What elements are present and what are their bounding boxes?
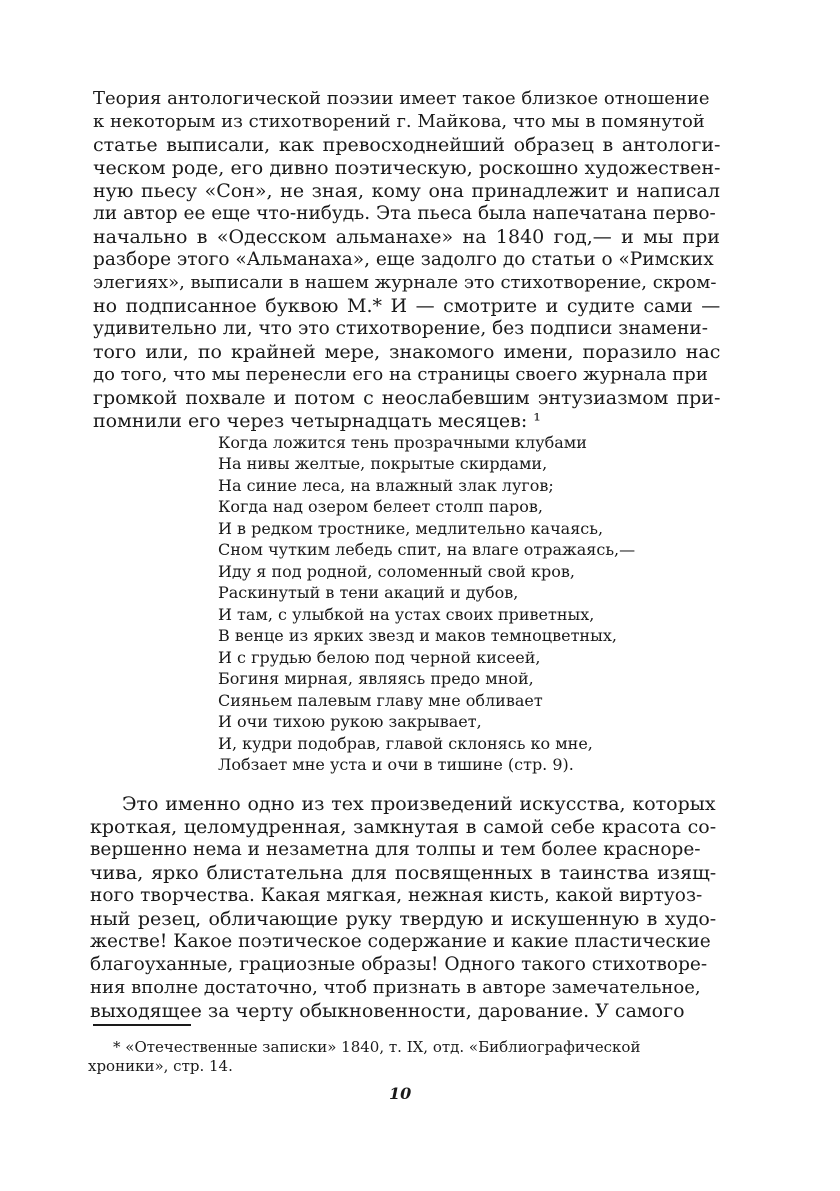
text-line: ческом роде, его дивно поэтическую, роскошно художествен- (93, 157, 721, 179)
verse-line: И, кудри подобрав, главой склонясь ко мне, (218, 734, 593, 753)
text-line: жестве! Какое поэтическое содержание и какие пластические (90, 931, 711, 952)
text-line: статье выписали, как превосходнейший образец в антологи- (93, 134, 721, 156)
footnote-divider (93, 1024, 191, 1026)
text-line: к некоторым из стихотворений г. Майкова, что мы в помянутой (93, 111, 705, 132)
verse-line: В венце из ярких звезд и маков темноцветных, (218, 626, 617, 645)
text-line: ли автор ее еще что-нибудь. Эта пьеса была напечатана перво- (93, 203, 716, 224)
footnote-line: хроники», стр. 14. (88, 1057, 233, 1075)
text-line: кроткая, целомудренная, замкнутая в самой себе красота со- (90, 816, 717, 838)
text-line: Это именно одно из тех произведений искусства, которых (122, 793, 716, 815)
verse-line: Богиня мирная, являясь предо мной, (218, 669, 534, 688)
verse-line: Когда над озером белеет столп паров, (218, 497, 543, 516)
text-line: разборе этого «Альманаха», еще задолго до статьи о «Римских (93, 249, 714, 270)
verse-line: Сияньем палевым главу мне обливает (218, 691, 543, 710)
verse-line: Лобзает мне уста и очи в тишине (стр. 9). (218, 755, 574, 774)
text-line: до того, что мы перенесли его на страницы своего журнала при (93, 364, 708, 385)
verse-line: И в редком тростнике, медлительно качаясь, (218, 519, 604, 538)
text-line: вершенно нема и незаметна для толпы и тем более красноре- (90, 839, 701, 860)
text-line: выходящее за черту обыкновенности, дарование. У самого (90, 1000, 685, 1022)
verse-line: И очи тихою рукою закрывает, (218, 712, 482, 731)
text-line: Теория антологической поэзии имеет такое близкое отношение (93, 88, 710, 109)
text-line: ного творчества. Какая мягкая, нежная кисть, какой виртуоз- (90, 885, 703, 906)
verse-line: Иду я под родной, соломенный свой кров, (218, 562, 576, 581)
verse-line: И с грудью белою под черной кисеей, (218, 648, 541, 667)
footnote-line: * «Отечественные записки» 1840, т. IX, отд. «Библиографической (113, 1038, 641, 1056)
text-line: но подписанное буквою М.* И — смотрите и судите сами — (93, 295, 721, 317)
verse-line: И там, с улыбкой на устах своих приветных, (218, 605, 595, 624)
page-number: 10 (389, 1084, 412, 1103)
text-line: удивительно ли, что это стихотворение, без подписи знамени- (93, 318, 708, 339)
verse-line: Когда ложится тень прозрачными клубами (218, 433, 587, 452)
verse-line: На нивы желтые, покрытые скирдами, (218, 454, 548, 473)
text-line: громкой похвале и потом с неослабевшим энтузиазмом при- (93, 387, 721, 409)
text-line: ния вполне достаточно, чтоб признать в авторе замечательное, (90, 977, 701, 998)
text-line: ный резец, обличающие руку твердую и искушенную в худо- (90, 908, 717, 930)
verse-line: На синие леса, на влажный злак лугов; (218, 476, 554, 495)
text-line: помнили его через четырнадцать месяцев: ¹ (93, 410, 541, 432)
verse-line: Сном чутким лебедь спит, на влаге отражаясь,— (218, 540, 636, 559)
text-line: ную пьесу «Сон», не зная, кому она принадлежит и написал (93, 180, 720, 202)
verse-line: Раскинутый в тени акаций и дубов, (218, 583, 519, 602)
text-line: благоуханные, грациозные образы! Одного такого стихотворе- (90, 954, 708, 975)
text-line: элегиях», выписали в нашем журнале это стихотворение, скром- (93, 272, 717, 293)
text-line: того или, по крайней мере, знакомого имени, поразило нас (93, 341, 721, 363)
text-line: чива, ярко блистательна для посвященных в таинства изящ- (90, 862, 717, 884)
text-line: начально в «Одесском альманахе» на 1840 год,— и мы при (93, 226, 720, 248)
